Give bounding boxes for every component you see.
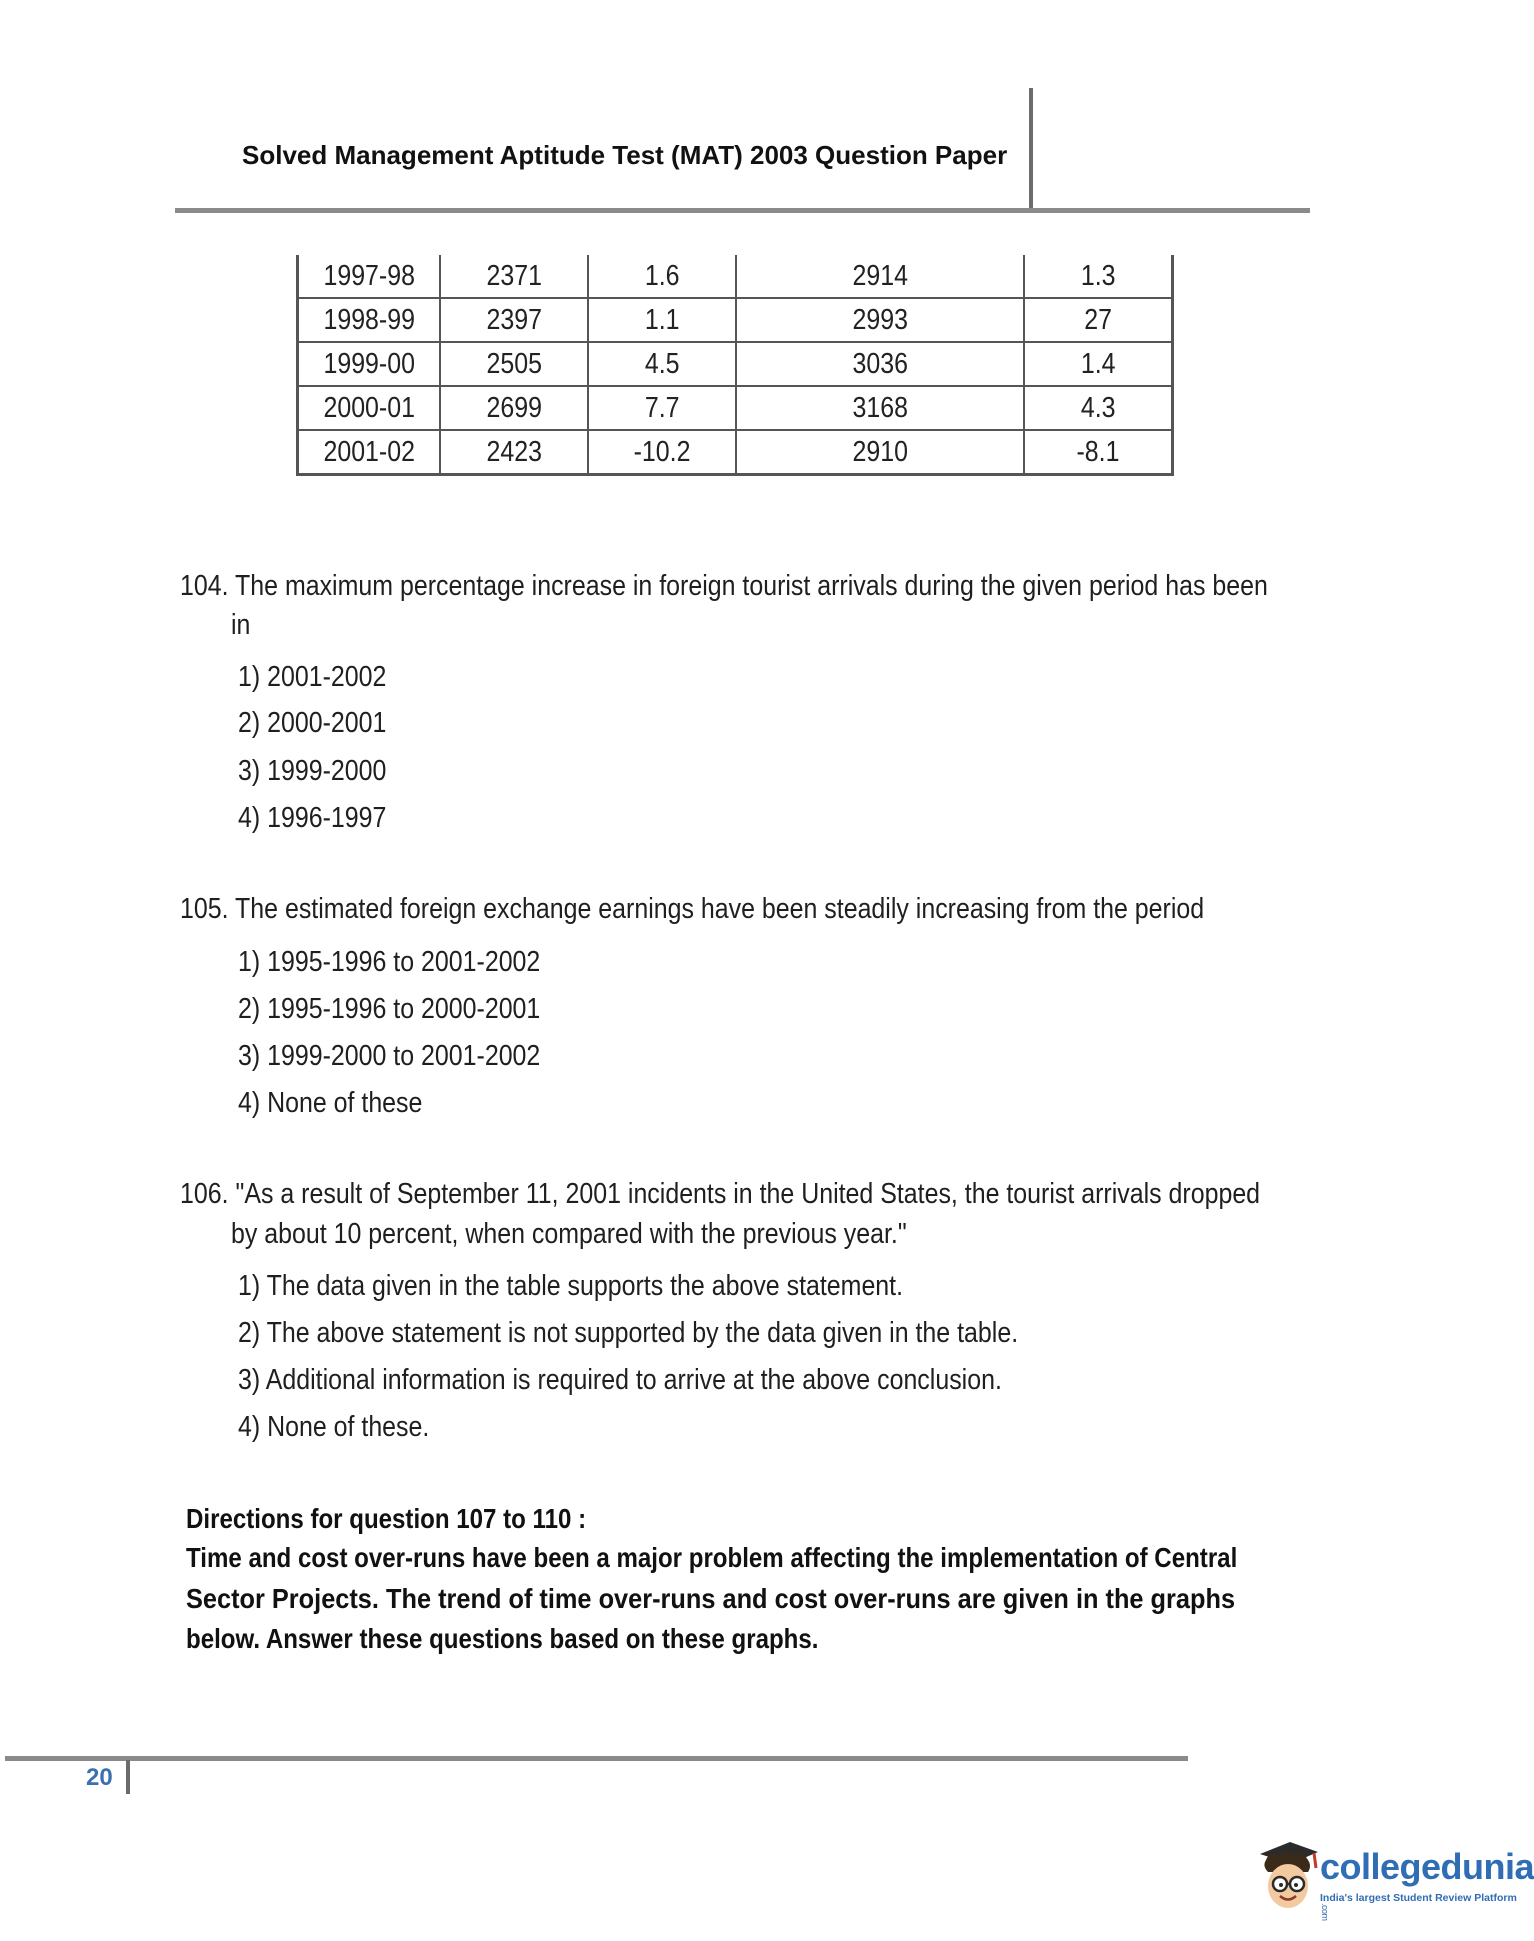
table-cell: 3168 — [736, 386, 1024, 430]
question-104-option-1[interactable]: 1) 2001-2002 — [238, 661, 387, 693]
tourism-data-table — [296, 255, 1174, 476]
table-cell: 1999-00 — [298, 342, 441, 386]
directions-heading: Directions for question 107 to 110 : — [186, 1503, 587, 1534]
table-row — [298, 342, 1173, 386]
question-105-option-1[interactable]: 1) 1995-1996 to 2001-2002 — [238, 946, 541, 978]
directions-line-2: Sector Projects. The trend of time over-runs and cost over-runs are given in the graphs — [186, 1583, 1236, 1614]
table-cell: 4.5 — [588, 342, 736, 386]
table-cell: 2914 — [736, 255, 1024, 298]
question-106-line-2: by about 10 percent, when compared with the previous year." — [231, 1218, 907, 1250]
collegedunia-tagline: India's largest Student Review Platform — [1320, 1892, 1517, 1904]
table-cell: 1.6 — [588, 255, 736, 298]
collegedunia-logo-text: collegedunia.com — [1320, 1846, 1534, 1921]
table-cell: 2910 — [736, 430, 1024, 475]
table-cell: 2001-02 — [298, 430, 441, 475]
table-cell: 1.3 — [1024, 255, 1173, 298]
question-104-option-3[interactable]: 3) 1999-2000 — [238, 755, 387, 787]
table-row — [298, 298, 1173, 342]
question-105-number: 105. — [180, 893, 229, 925]
page-header-title: Solved Management Aptitude Test (MAT) 2003 Question Paper — [242, 140, 1008, 170]
question-105-option-3[interactable]: 3) 1999-2000 to 2001-2002 — [238, 1040, 541, 1072]
footer-divider — [5, 1756, 1188, 1761]
table-cell: -10.2 — [588, 430, 736, 475]
directions-line-1: Time and cost over-runs have been a major problem affecting the implementation of Central — [186, 1542, 1238, 1573]
table-cell: -8.1 — [1024, 430, 1173, 475]
question-106-option-2[interactable]: 2) The above statement is not supported by the data given in the table. — [238, 1317, 1019, 1349]
header-divider-vertical — [1029, 88, 1033, 210]
collegedunia-mascot-icon — [1256, 1836, 1322, 1914]
question-105-option-4[interactable]: 4) None of these — [238, 1087, 423, 1119]
question-105-option-2[interactable]: 2) 1995-1996 to 2000-2001 — [238, 993, 541, 1025]
question-104-line-1 — [180, 570, 1445, 603]
question-106-option-1[interactable]: 1) The data given in the table supports the above statement. — [238, 1270, 904, 1302]
question-106-line-1 — [180, 1178, 1436, 1211]
question-106-text: "As a result of September 11, 2001 incidents in the United States, the tourist arrivals dropped — [235, 1178, 1261, 1210]
question-104-number: 104. — [180, 570, 229, 602]
table-cell: 1.4 — [1024, 342, 1173, 386]
table-cell: 2505 — [440, 342, 588, 386]
question-104-option-4[interactable]: 4) 1996-1997 — [238, 802, 387, 834]
header-divider — [175, 208, 1310, 213]
table-cell: 1998-99 — [298, 298, 441, 342]
question-104-line-2: in — [231, 609, 251, 641]
table-cell: 4.3 — [1024, 386, 1173, 430]
footer-divider-vertical — [126, 1760, 130, 1794]
table-cell: 7.7 — [588, 386, 736, 430]
table-cell: 2423 — [440, 430, 588, 475]
directions-line-3: below. Answer these questions based on these graphs. — [186, 1623, 819, 1654]
table-row — [298, 255, 1173, 298]
question-106-number: 106. — [180, 1178, 229, 1210]
table-cell: 27 — [1024, 298, 1173, 342]
question-104-option-2[interactable]: 2) 2000-2001 — [238, 707, 387, 739]
table-row — [298, 386, 1173, 430]
page-number: 20 — [86, 1764, 113, 1791]
table-cell: 1.1 — [588, 298, 736, 342]
table-cell: 3036 — [736, 342, 1024, 386]
question-105-text: The estimated foreign exchange earnings have been steadily increasing from the period — [235, 893, 1205, 925]
question-106-option-3[interactable]: 3) Additional information is required to arrive at the above conclusion. — [238, 1364, 1002, 1396]
question-105-line-1 — [180, 893, 1371, 926]
table-cell: 2000-01 — [298, 386, 441, 430]
question-106-option-4[interactable]: 4) None of these. — [238, 1411, 430, 1443]
table-cell: 2371 — [440, 255, 588, 298]
table-row — [298, 430, 1173, 475]
question-104-text: The maximum percentage increase in foreign tourist arrivals during the given period has been — [235, 570, 1268, 602]
table-cell: 1997-98 — [298, 255, 441, 298]
table-cell: 2993 — [736, 298, 1024, 342]
table-cell: 2397 — [440, 298, 588, 342]
table-cell: 2699 — [440, 386, 588, 430]
